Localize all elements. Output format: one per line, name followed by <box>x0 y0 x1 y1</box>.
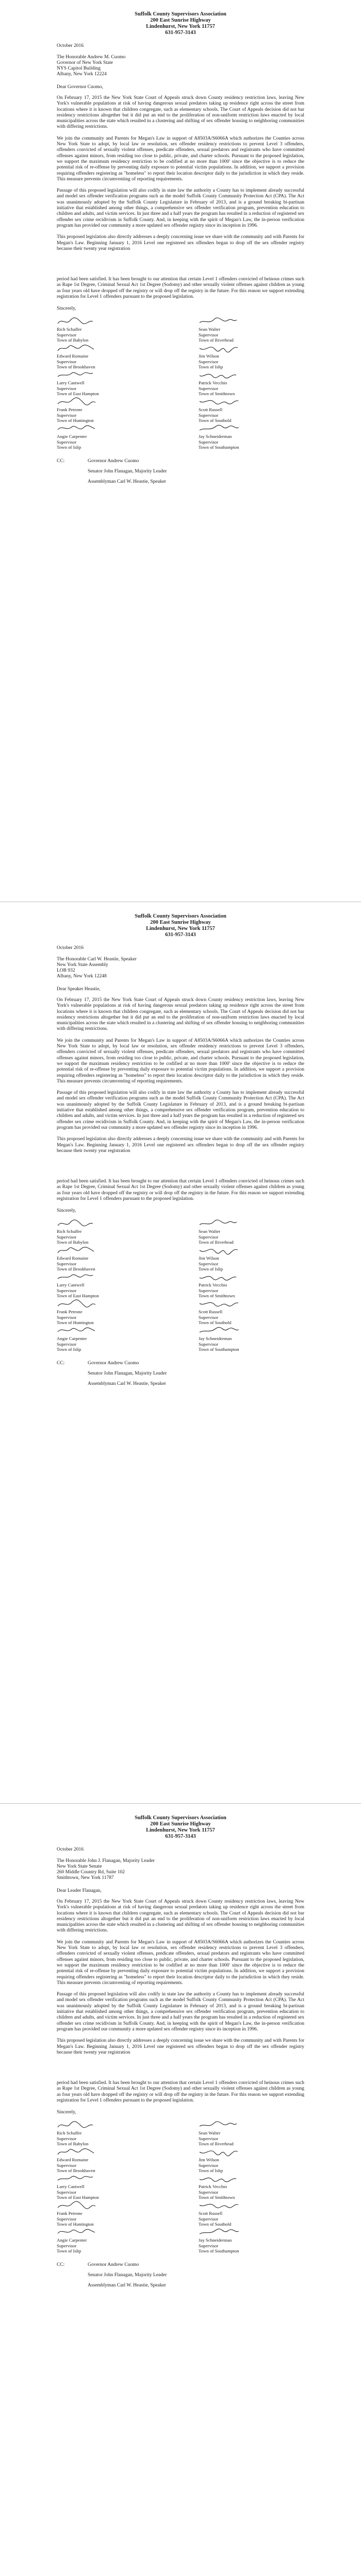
signature-scribble <box>57 342 103 353</box>
body-paragraph: Passage of this proposed legislation will also codify in state law the authority a County has to implement already successful and model sex offender verification programs such as the model Suffolk County Community Protection Act (CPA). The Act was unanimously adopted by the Suffolk County Legislature in February of 2013, and is a ground breaking bi-partisan initiative that established among other things, a comprehensive sex offender verification program, prevention education to children and adults, and victim services. In just three and a half years the program has resulted in a reduction of registered sex offender sex crime recidivism in Suffolk County. And, in keeping with the spirit of Megan's Law, the in-person verification program has provided our community a more updated sex offender registry since its inception in 1996. <box>57 1090 304 1130</box>
signatory <box>199 422 304 449</box>
letterhead-street: 200 East Sunrise Highway <box>150 18 211 23</box>
signature-scribble <box>199 396 245 407</box>
signature-scribble <box>199 2226 245 2238</box>
closing: Sincerely, <box>57 1208 76 1214</box>
signatory-name: Angie Carpenter <box>57 434 87 439</box>
signatory <box>57 315 162 342</box>
body-paragraph: Passage of this proposed legislation will also codify in state law the authority a County has to implement already successful and model sex offender verification programs such as the model Suffolk County Community Protection Act (CPA). The Act was unanimously adopted by the Suffolk County Legislature in February of 2013, and is a ground breaking bi-partisan initiative that established among other things, a comprehensive sex offender verification program, prevention education to children and adults, and victim services. In just three and a half years the program has resulted in a reduction of registered sex offender sex crime recidivism in Suffolk County. And, in keeping with the spirit of Megan's Law, the in-person verification program has provided our community a more updated sex offender registry since its inception in 1996. <box>57 1992 304 2032</box>
signatory <box>199 1244 304 1271</box>
signatory-title: Supervisor <box>57 412 77 418</box>
signatory <box>199 2226 304 2253</box>
handwritten-signature <box>199 1244 304 1256</box>
body-paragraph: On February 17, 2015 the New York State Court of Appeals struck down County residency restriction laws, leaving New York's vulnerable populations at risk of having dangerous sexual predators taking up residence right across the street from locations where it is known that children congregate, such as elementary schools. The Court of Appeals decision did not bar residency restrictions altogether but it did put an end to the proliferation of non-uniform restriction laws enacted by local municipalities across the state which resulted in a clustering and shifting of sex offender housing to neighboring communities with differing restrictions. <box>57 95 304 130</box>
signatory <box>199 2173 304 2199</box>
signatory-title: Supervisor <box>199 2243 219 2248</box>
recipient-line: New York State Senate <box>57 1864 102 1869</box>
signatory <box>199 342 304 369</box>
signatory <box>57 1244 162 1271</box>
handwritten-signature <box>57 2199 162 2211</box>
signatory <box>57 2173 162 2199</box>
letterhead-org: Suffolk County Supervisors Association <box>135 1815 226 1821</box>
signatory <box>57 2199 162 2226</box>
cc-line: Governor Andrew Cuomo <box>88 459 139 464</box>
signatory-name: Sean Walter <box>199 2130 221 2136</box>
signatory-name: Larry Cantwell <box>57 1282 85 1288</box>
signatory <box>57 1217 162 1244</box>
signatory-title: Supervisor <box>57 359 77 364</box>
signatory-name: Patrick Vecchio <box>199 1282 227 1288</box>
signatory-name: Edward Romaine <box>57 2157 89 2163</box>
recipient-line: Albany, New York 12248 <box>57 974 107 979</box>
body-paragraph: This proposed legislation also directly addresses a deeply concerning issue we share with the community and with Parents for Megan's Law. Beginning January 1, 2016 Level one registered sex offenders began to drop off the sex offender registry because their twenty year registration <box>57 234 304 251</box>
signatory-name: Jay Schneiderman <box>199 2238 232 2243</box>
signatory-title: Supervisor <box>57 1341 77 1347</box>
handwritten-signature <box>57 1325 162 1336</box>
signatory <box>199 2199 304 2226</box>
signature-scribble <box>57 1217 103 1229</box>
letter-date: October 2016 <box>57 43 84 48</box>
signatory-town: Town of Islip <box>199 2167 223 2173</box>
signatory-town: Town of Huntington <box>57 1319 94 1325</box>
signatory-name: Angie Carpenter <box>57 2238 87 2243</box>
handwritten-signature <box>57 422 162 434</box>
signatory-name: Patrick Vecchio <box>199 380 227 386</box>
recipient-line: The Honorable Carl W. Heastie, Speaker <box>57 957 137 962</box>
cc-line: Governor Andrew Cuomo <box>88 2262 139 2268</box>
cc-line: Assemblyman Carl W. Heastie, Speaker <box>88 2283 166 2289</box>
signature-block <box>57 315 304 449</box>
signatory <box>57 396 162 422</box>
signatory-title: Supervisor <box>199 2162 219 2168</box>
signature-scribble <box>57 2146 103 2157</box>
signatory-town: Town of Riverhead <box>199 337 234 343</box>
handwritten-signature <box>57 1217 162 1229</box>
signatory-name: Edward Romaine <box>57 1256 89 1261</box>
signatory-title: Supervisor <box>57 1287 77 1293</box>
signatory-town: Town of East Hampton <box>57 2194 99 2200</box>
handwritten-signature <box>199 2173 304 2184</box>
signatory <box>57 342 162 369</box>
handwritten-signature <box>57 2226 162 2238</box>
signatory-title: Supervisor <box>199 439 219 445</box>
signature-scribble <box>57 1244 103 1256</box>
signatory-name: Sean Walter <box>199 327 221 332</box>
signature-scribble <box>199 2119 245 2130</box>
letterhead-org: Suffolk County Supervisors Association <box>135 11 226 17</box>
signatory-title: Supervisor <box>199 1314 219 1320</box>
body-paragraph: period had been satisfied. It has been brought to our attention that certain Level 1 offenders convicted of heinous crimes such as Rape 1st Degree, Criminal Sexual Act 1st Degree (Sodomy) and other sexually violent offenses against children as young as four years old have dropped off the registry or will drop off the registry in the future. For this reason we support extending registration for Level 1 offenders pursuant to the proposed legislation. <box>57 277 304 300</box>
letterhead-city: Lindenhurst, New York 11757 <box>146 1827 215 1833</box>
closing: Sincerely, <box>57 306 76 312</box>
signatory <box>199 2119 304 2146</box>
body-paragraph: On February 17, 2015 the New York State Court of Appeals struck down County residency restriction laws, leaving New York's vulnerable populations at risk of having dangerous sexual predators taking up residence right across the street from locations where it is known that children congregate, such as elementary schools. The Court of Appeals decision did not bar residency restrictions altogether but it did put an end to the proliferation of non-uniform restriction laws enacted by local municipalities across the state which resulted in a clustering and shifting of sex offender housing to neighboring communities with differing restrictions. <box>57 997 304 1032</box>
letter-date: October 2016 <box>57 945 84 951</box>
body-paragraph: period had been satisfied. It has been brought to our attention that certain Level 1 offenders convicted of heinous crimes such as Rape 1st Degree, Criminal Sexual Act 1st Degree (Sodomy) and other sexually violent offenses against children as young as four years old have dropped off the registry or will drop off the registry in the future. For this reason we support extending registration for Level 1 offenders pursuant to the proposed legislation. <box>57 2080 304 2104</box>
recipient-address <box>57 1858 304 1881</box>
signatory-town: Town of Huntington <box>57 417 94 423</box>
signatory-name: Frank Petrone <box>57 407 83 413</box>
signatory-town: Town of Southampton <box>199 444 239 450</box>
signatory-name: Jay Schneiderman <box>199 434 232 439</box>
handwritten-signature <box>199 422 304 434</box>
signatory-name: Rich Schaffer <box>57 327 82 332</box>
body-paragraph: period had been satisfied. It has been brought to our attention that certain Level 1 offenders convicted of heinous crimes such as Rape 1st Degree, Criminal Sexual Act 1st Degree (Sodomy) and other sexually violent offenses against children as young as four years old have dropped off the registry or will drop off the registry in the future. For this reason we support extending registration for Level 1 offenders pursuant to the proposed legislation. <box>57 1179 304 1202</box>
letterhead-phone: 631-957-3143 <box>165 30 196 36</box>
signatory-title: Supervisor <box>199 1287 219 1293</box>
signatory-town: Town of Islip <box>199 1266 223 1272</box>
signatory-title: Supervisor <box>57 2216 77 2222</box>
handwritten-signature <box>57 396 162 407</box>
signatory <box>57 2146 162 2173</box>
signatory-town: Town of Brookhaven <box>57 2167 95 2173</box>
signatory <box>199 1325 304 1351</box>
letterhead <box>57 913 304 938</box>
cc-list <box>57 1361 304 1386</box>
signatory-town: Town of Brookhaven <box>57 364 95 369</box>
signature-scribble <box>199 342 245 353</box>
recipient-line: Smithtown, New York 11787 <box>57 1875 114 1880</box>
letter-date: October 2016 <box>57 1847 84 1852</box>
cc-list <box>57 459 304 484</box>
closing: Sincerely, <box>57 2110 76 2115</box>
signatory <box>199 315 304 342</box>
signatory-title: Supervisor <box>57 2243 77 2248</box>
signatory-town: Town of Islip <box>57 2248 81 2253</box>
signatory <box>199 1217 304 1244</box>
handwritten-signature <box>199 342 304 353</box>
signatory-title: Supervisor <box>57 1314 77 1320</box>
signature-scribble <box>199 1244 245 1256</box>
handwritten-signature <box>199 2119 304 2130</box>
signatory-name: Larry Cantwell <box>57 380 85 386</box>
recipient-address <box>57 957 304 979</box>
handwritten-signature <box>199 2199 304 2211</box>
signature-scribble <box>199 369 245 380</box>
letterhead-city: Lindenhurst, New York 11757 <box>146 926 215 931</box>
recipient-line: The Honorable John J. Flanagan, Majority Leader <box>57 1858 155 1863</box>
signature-scribble <box>57 422 103 434</box>
signatory-name: Jay Schneiderman <box>199 1336 232 1342</box>
signature-scribble <box>199 2173 245 2184</box>
recipient-line: LOB 932 <box>57 968 75 973</box>
salutation: Dear Leader Flanagan, <box>57 1888 102 1893</box>
signature-scribble <box>57 1325 103 1336</box>
recipient-line: Governor of New York State <box>57 60 113 65</box>
handwritten-signature <box>199 1271 304 1282</box>
signatory-town: Town of Brookhaven <box>57 1266 95 1272</box>
recipient-line: New York State Assembly <box>57 962 108 968</box>
handwritten-signature <box>199 315 304 327</box>
body-paragraph: We join the community and Parents for Megan's Law in support of A8503A/S6066A which authorizes the Counties across New York State to adopt, by local law or resolution, sex offender residency restrictions to prevent Level 3 offenders, offenders convicted of sexually violent offenses, predicate offenders, sexual predators and registrants who have committed offenses against minors, from residing too close to public, private, and charter schools. Pursuant to the proposed legislation, we support the maximum residency restriction to be codified at no more than 1000' since the objective is to reduce the potential risk of re-offense by preventing daily exposure to potential victim populations. In addition, we support a provision requiring offenders registering as "homeless" to report their location descriptor daily to the jurisdiction in which they reside. This measure prevents circumventing of reporting requirements. <box>57 135 304 182</box>
signature-scribble <box>199 1271 245 1282</box>
signature-block <box>57 2119 304 2253</box>
signatory-town: Town of Babylon <box>57 1239 89 1245</box>
cc-label: CC: <box>57 459 65 464</box>
cc-line: Senator John Flanagan, Majority Leader <box>88 2273 167 2278</box>
signatory <box>57 2226 162 2253</box>
signatory-town: Town of Islip <box>57 1346 81 1352</box>
signatory <box>199 396 304 422</box>
signatory <box>57 2119 162 2146</box>
handwritten-signature <box>199 1298 304 1309</box>
signatory-title: Supervisor <box>199 385 219 391</box>
signatory-name: Frank Petrone <box>57 2211 83 2216</box>
cc-line: Senator John Flanagan, Majority Leader <box>88 1371 167 1377</box>
letterhead-org: Suffolk County Supervisors Association <box>135 913 226 919</box>
signature-block <box>57 1217 304 1351</box>
letterhead-street: 200 East Sunrise Highway <box>150 920 211 925</box>
handwritten-signature <box>57 1271 162 1282</box>
signatory-title: Supervisor <box>57 1261 77 1266</box>
salutation: Dear Speaker Heastie, <box>57 987 101 992</box>
body-paragraph: This proposed legislation also directly addresses a deeply concerning issue we share with the community and with Parents for Megan's Law. Beginning January 1, 2016 Level one registered sex offenders began to drop off the sex offender registry because their twenty year registration <box>57 1137 304 1154</box>
body-paragraph: We join the community and Parents for Megan's Law in support of A8503A/S6066A which authorizes the Counties across New York State to adopt, by local law or resolution, sex offender residency restrictions to prevent Level 3 offenders, offenders convicted of sexually violent offenses, predicate offenders, sexual predators and registrants who have committed offenses against minors, from residing too close to public, private, and charter schools. Pursuant to the proposed legislation, we support the maximum residency restriction to be codified at no more than 1000' since the objective is to reduce the potential risk of re-offense by preventing daily exposure to potential victim populations. In addition, we support a provision requiring offenders registering as "homeless" to report their location descriptor daily to the jurisdiction in which they reside. This measure prevents circumventing of reporting requirements. <box>57 1038 304 1084</box>
signatory-title: Supervisor <box>199 2136 219 2141</box>
signatory <box>57 1271 162 1298</box>
body-paragraph: This proposed legislation also directly addresses a deeply concerning issue we share with the community and with Parents for Megan's Law. Beginning January 1, 2016 Level one registered sex offenders began to drop off the sex offender registry because their twenty year registration <box>57 2038 304 2055</box>
body-paragraph: On February 17, 2015 the New York State Court of Appeals struck down County residency restriction laws, leaving New York's vulnerable populations at risk of having dangerous sexual predators taking up residence right across the street from locations where it is known that children congregate, such as elementary schools. The Court of Appeals decision did not bar residency restrictions altogether but it did put an end to the proliferation of non-uniform restriction laws enacted by local municipalities across the state which resulted in a clustering and shifting of sex offender housing to neighboring communities with differing restrictions. <box>57 1899 304 1934</box>
signature-scribble <box>199 1217 245 1229</box>
signature-scribble <box>199 2199 245 2211</box>
signatory-title: Supervisor <box>199 1341 219 1347</box>
signatory-title: Supervisor <box>57 385 77 391</box>
letterhead-phone: 631-957-3143 <box>165 932 196 938</box>
handwritten-signature <box>57 1244 162 1256</box>
signature-scribble <box>199 315 245 327</box>
signatory-title: Supervisor <box>199 1234 219 1240</box>
handwritten-signature <box>57 2173 162 2184</box>
letterhead-phone: 631-957-3143 <box>165 1834 196 1839</box>
signature-scribble <box>57 2199 103 2211</box>
cc-label: CC: <box>57 2262 65 2268</box>
handwritten-signature <box>199 1325 304 1336</box>
signatory-town: Town of East Hampton <box>57 391 99 396</box>
signatory <box>57 1298 162 1325</box>
signature-scribble <box>199 1298 245 1309</box>
signatory <box>199 369 304 396</box>
signature-scribble <box>57 396 103 407</box>
signatory-name: Frank Petrone <box>57 1309 83 1315</box>
signatory-title: Supervisor <box>57 2162 77 2168</box>
body-paragraph: We join the community and Parents for Megan's Law in support of A8503A/S6066A which authorizes the Counties across New York State to adopt, by local law or resolution, sex offender residency restrictions to prevent Level 3 offenders, offenders convicted of sexually violent offenses, predicate offenders, sexual predators and registrants who have committed offenses against minors, from residing too close to public, private, and charter schools. Pursuant to the proposed legislation, we support the maximum residency restriction to be codified at no more than 1000' since the objective is to reduce the potential risk of re-offense by preventing daily exposure to potential victim populations. In addition, we support a provision requiring offenders registering as "homeless" to report their location descriptor daily to the jurisdiction in which they reside. This measure prevents circumventing of reporting requirements. <box>57 1939 304 1986</box>
handwritten-signature <box>57 1298 162 1309</box>
salutation: Dear Governor Cuomo, <box>57 84 103 90</box>
signatory-name: Jim Wilson <box>199 353 219 359</box>
signature-scribble <box>57 315 103 327</box>
signatory-title: Supervisor <box>57 439 77 445</box>
signatory-town: Town of Huntington <box>57 2221 94 2227</box>
signature-scribble <box>57 369 103 380</box>
signatory <box>199 1271 304 1298</box>
recipient-line: The Honorable Andrew M. Cuomo <box>57 55 126 60</box>
signatory-town: Town of Riverhead <box>199 2141 234 2146</box>
signatory-title: Supervisor <box>199 332 219 337</box>
handwritten-signature <box>199 1217 304 1229</box>
signatory-name: Angie Carpenter <box>57 1336 87 1342</box>
signatory-title: Supervisor <box>57 2136 77 2141</box>
signatory <box>57 422 162 449</box>
signatory-town: Town of Smithtown <box>199 2194 235 2200</box>
signatory-town: Town of Southampton <box>199 1346 239 1352</box>
signatory-town: Town of Southampton <box>199 2248 239 2253</box>
signatory-title: Supervisor <box>199 2189 219 2195</box>
cc-line: Senator John Flanagan, Majority Leader <box>88 469 167 474</box>
signature-scribble <box>57 2226 103 2238</box>
signature-scribble <box>57 1271 103 1282</box>
letter-page <box>0 902 361 1803</box>
letterhead-street: 200 East Sunrise Highway <box>150 1821 211 1827</box>
signature-scribble <box>57 2173 103 2184</box>
signatory <box>57 1325 162 1351</box>
handwritten-signature <box>199 2146 304 2157</box>
signatory-name: Patrick Vecchio <box>199 2184 227 2190</box>
signatory-name: Scott Russell <box>199 2211 223 2216</box>
signatory-town: Town of Babylon <box>57 2141 89 2146</box>
handwritten-signature <box>57 342 162 353</box>
recipient-line: Albany, New York 12224 <box>57 72 107 77</box>
signatory-title: Supervisor <box>199 1261 219 1266</box>
cc-label: CC: <box>57 1361 65 1366</box>
cc-line: Assemblyman Carl W. Heastie, Speaker <box>88 479 166 485</box>
signatory-name: Larry Cantwell <box>57 2184 85 2190</box>
signatory-title: Supervisor <box>199 359 219 364</box>
signatory-name: Jim Wilson <box>199 1256 219 1261</box>
signatory-name: Jim Wilson <box>199 2157 219 2163</box>
letterhead <box>57 1815 304 1840</box>
signatory-title: Supervisor <box>57 1234 77 1240</box>
cc-line: Governor Andrew Cuomo <box>88 1361 139 1366</box>
handwritten-signature <box>57 369 162 380</box>
handwritten-signature <box>199 2226 304 2238</box>
handwritten-signature <box>57 315 162 327</box>
signatory <box>57 369 162 396</box>
letter-page <box>0 0 361 902</box>
letterhead-city: Lindenhurst, New York 11757 <box>146 24 215 29</box>
signatory-name: Scott Russell <box>199 1309 223 1315</box>
signatory-town: Town of Smithtown <box>199 1293 235 1298</box>
signatory-town: Town of Southold <box>199 417 232 423</box>
signatory-name: Rich Schaffer <box>57 1229 82 1234</box>
signatory-name: Edward Romaine <box>57 353 89 359</box>
signature-scribble <box>57 2119 103 2130</box>
signature-scribble <box>199 422 245 434</box>
signatory-town: Town of Babylon <box>57 337 89 343</box>
signatory-title: Supervisor <box>199 2216 219 2222</box>
signatory <box>199 1298 304 1325</box>
handwritten-signature <box>199 369 304 380</box>
recipient-line: 260 Middle Country Rd, Suite 102 <box>57 1870 125 1875</box>
signatory-title: Supervisor <box>57 2189 77 2195</box>
cc-line: Assemblyman Carl W. Heastie, Speaker <box>88 1381 166 1387</box>
handwritten-signature <box>57 2146 162 2157</box>
letterhead <box>57 11 304 36</box>
handwritten-signature <box>199 396 304 407</box>
signatory-name: Sean Walter <box>199 1229 221 1234</box>
signature-scribble <box>199 2146 245 2157</box>
signatory-title: Supervisor <box>57 332 77 337</box>
signature-scribble <box>199 1325 245 1336</box>
signatory-town: Town of East Hampton <box>57 1293 99 1298</box>
signatory <box>199 2146 304 2173</box>
recipient-line: NYS Capitol Building <box>57 66 101 71</box>
signatory-name: Scott Russell <box>199 407 223 413</box>
handwritten-signature <box>57 2119 162 2130</box>
signatory-town: Town of Riverhead <box>199 1239 234 1245</box>
signatory-title: Supervisor <box>199 412 219 418</box>
signature-scribble <box>57 1298 103 1309</box>
letter-page <box>0 1803 361 2576</box>
signatory-town: Town of Smithtown <box>199 391 235 396</box>
signatory-town: Town of Islip <box>57 444 81 450</box>
signatory-town: Town of Southold <box>199 2221 232 2227</box>
recipient-address <box>57 55 304 77</box>
signatory-town: Town of Southold <box>199 1319 232 1325</box>
cc-list <box>57 2262 304 2288</box>
signatory-name: Rich Schaffer <box>57 2130 82 2136</box>
signatory-town: Town of Islip <box>199 364 223 369</box>
body-paragraph: Passage of this proposed legislation will also codify in state law the authority a County has to implement already successful and model sex offender verification programs such as the model Suffolk County Community Protection Act (CPA). The Act was unanimously adopted by the Suffolk County Legislature in February of 2013, and is a ground breaking bi-partisan initiative that established among other things, a comprehensive sex offender verification program, prevention education to children and adults, and victim services. In just three and a half years the program has resulted in a reduction of registered sex offender sex crime recidivism in Suffolk County. And, in keeping with the spirit of Megan's Law, the in-person verification program has provided our community a more updated sex offender registry since its inception in 1996. <box>57 188 304 228</box>
